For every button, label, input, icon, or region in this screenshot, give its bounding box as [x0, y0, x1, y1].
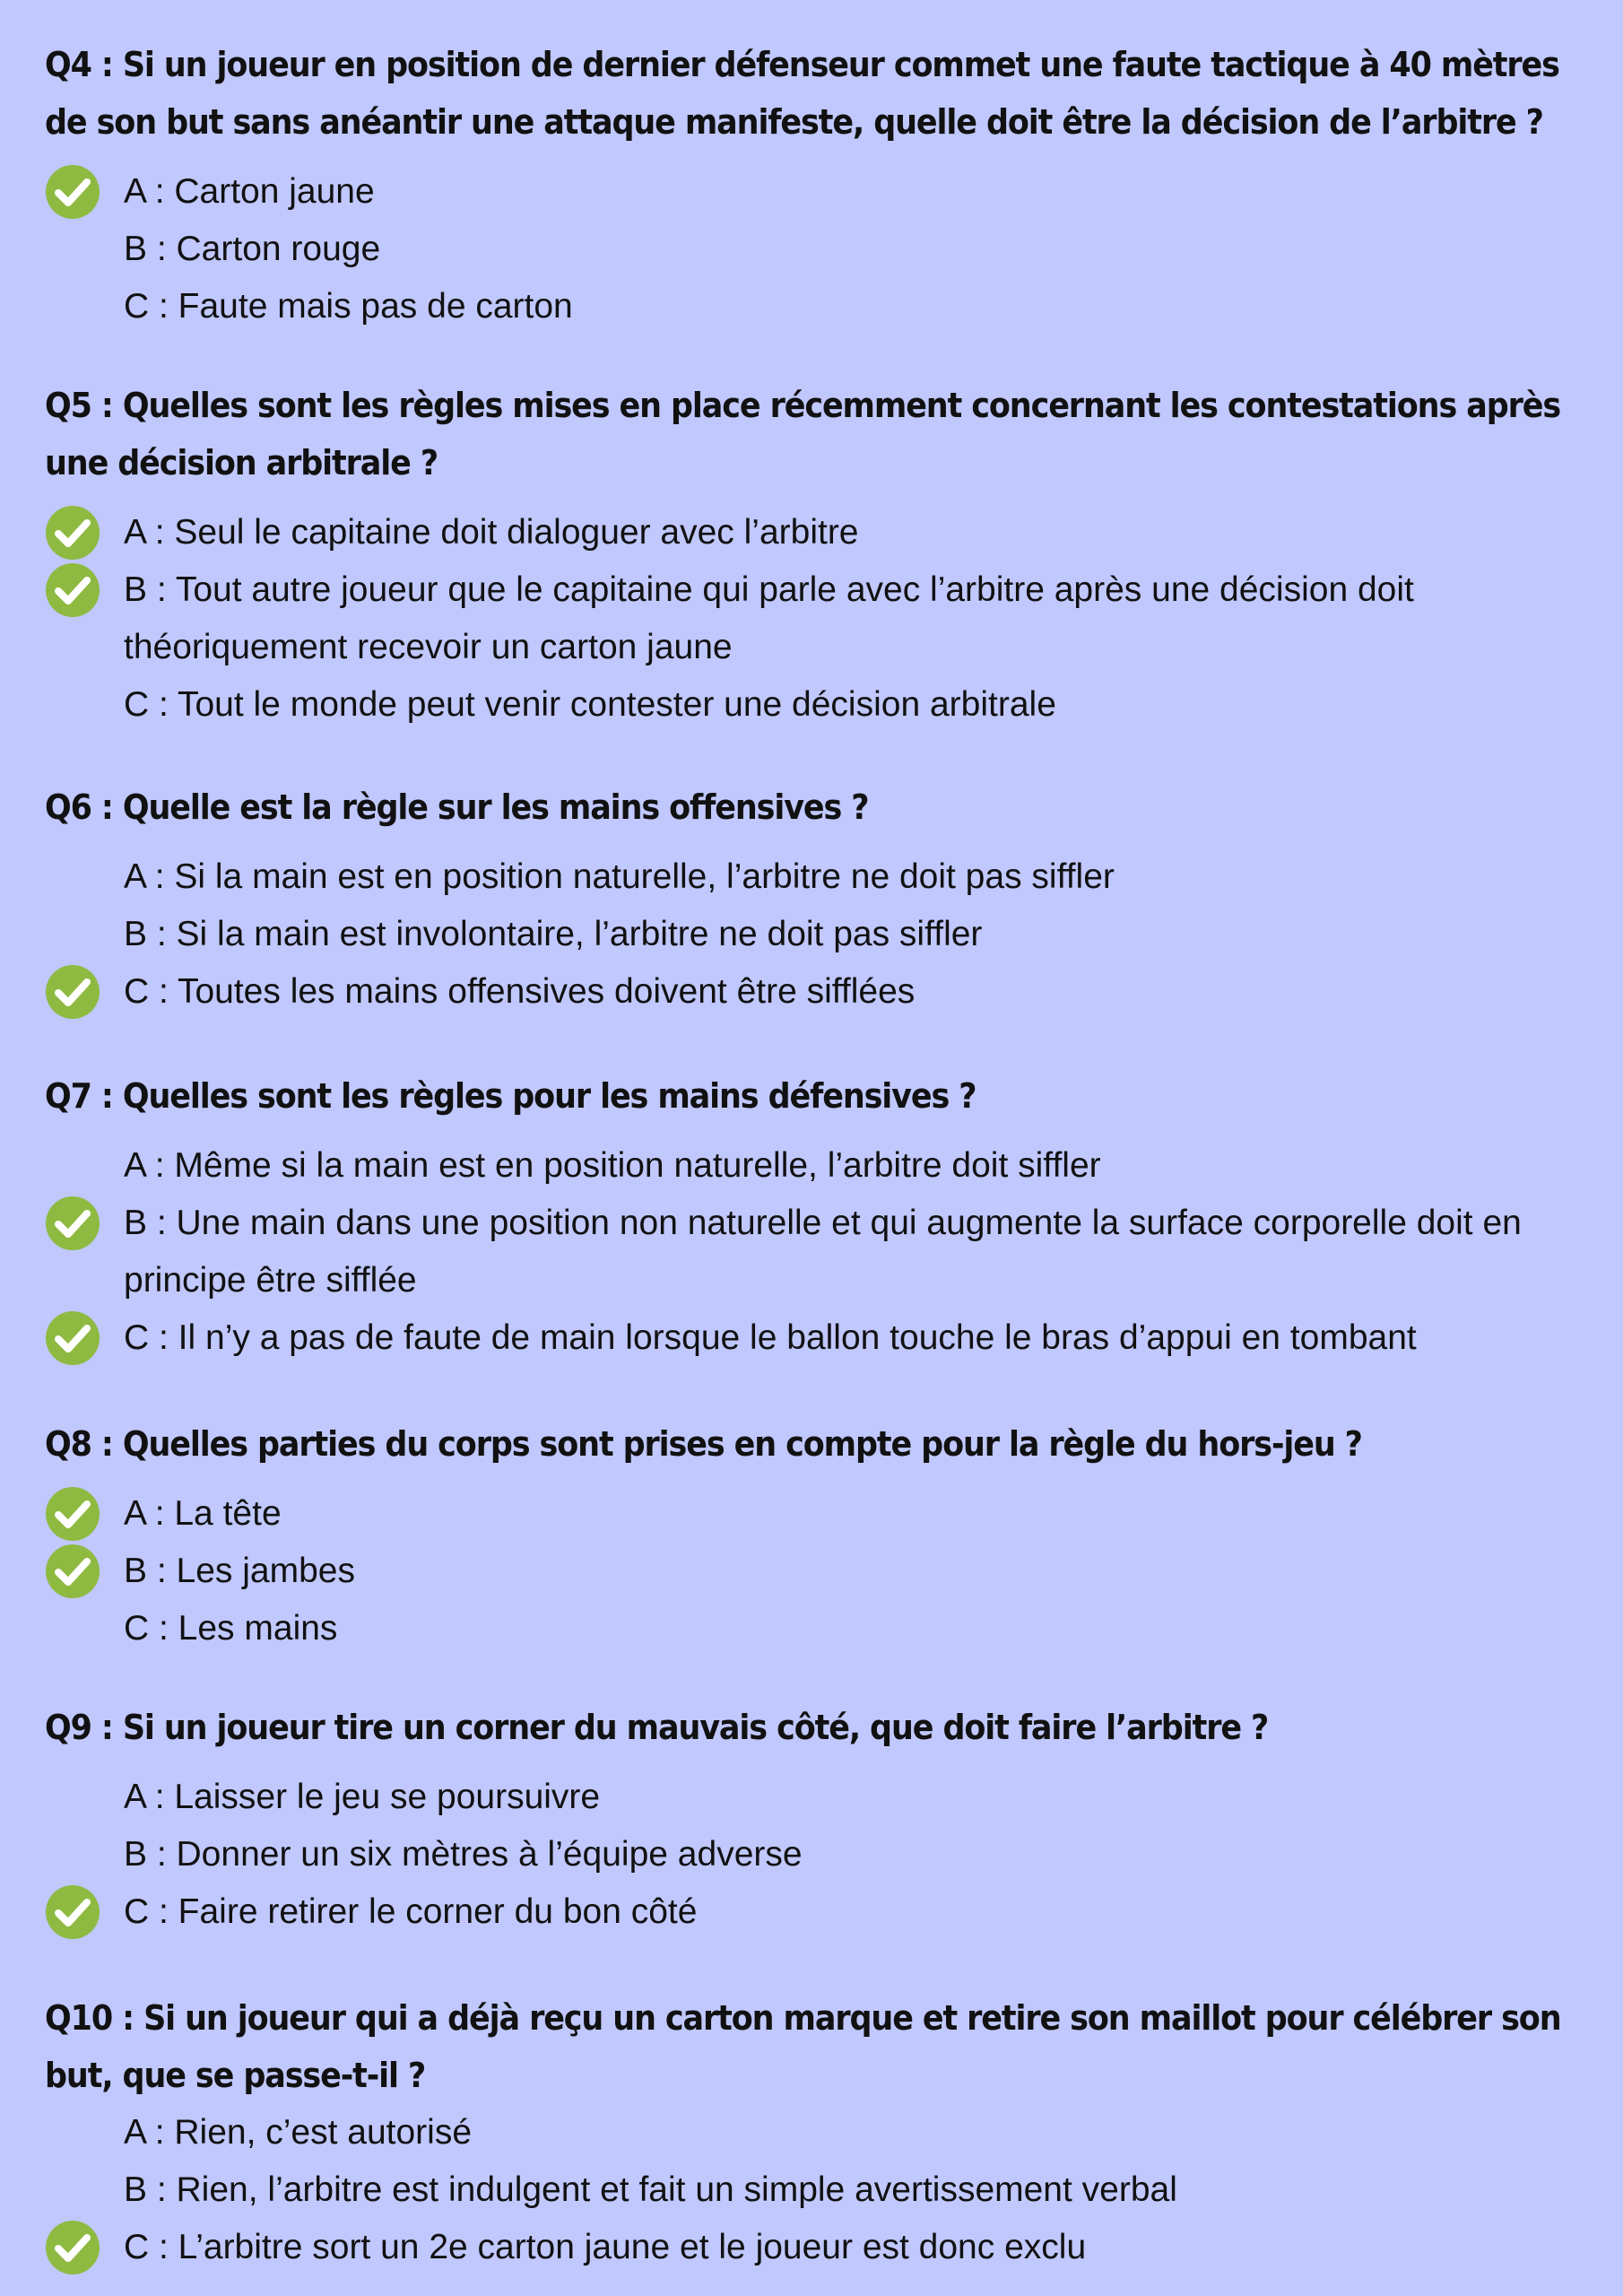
answer-text: A : Laisser le jeu se poursuivre	[124, 1778, 601, 1816]
answer-text: C : Il n’y a pas de faute de main lorsque le ballon touche le bras d’appui en tombant	[124, 1318, 1417, 1357]
answer-text: B : Rien, l’arbitre est indulgent et fait un simple avertissement verbal	[124, 2170, 1177, 2209]
check-circle-icon	[45, 1544, 100, 1599]
check-circle-icon	[45, 562, 100, 618]
answer-text: C : Les mains	[124, 1609, 338, 1648]
answer-text: B : Une main dans une position non naturelle et qui augmente la surface corporelle doit en principe être sifflée	[124, 1204, 1522, 1300]
check-circle-icon	[45, 964, 100, 1020]
question-title: Q7 : Quelles sont les règles pour les mains défensives ?	[45, 1076, 976, 1116]
question-block-q6	[45, 778, 1587, 1021]
answer-text: B : Donner un six mètres à l’équipe adverse	[124, 1835, 803, 1874]
question-title: Q10 : Si un joueur qui a déjà reçu un carton marque et retire son maillot pour célébrer son but, que se passe-t-il ?	[45, 1998, 1561, 2095]
answer-option	[45, 1600, 1587, 1657]
answer-option	[45, 1137, 1587, 1195]
answer-option	[45, 1769, 1587, 1826]
answer-text: A : Rien, c’est autorisé	[124, 2113, 473, 2152]
answer-text: A : Carton jaune	[124, 172, 375, 211]
check-circle-icon	[45, 1196, 100, 1251]
answer-option	[45, 2104, 1587, 2161]
answer-text: C : L’arbitre sort un 2e carton jaune et le joueur est donc exclu	[124, 2228, 1087, 2266]
check-circle-icon	[45, 1884, 100, 1940]
question-block-q5	[45, 377, 1587, 734]
answer-text: C : Faute mais pas de carton	[124, 287, 573, 326]
answer-option	[45, 906, 1587, 963]
answer-text: A : La tête	[124, 1494, 282, 1533]
check-circle-icon	[45, 1310, 100, 1366]
answer-option	[45, 504, 1587, 561]
answer-text: B : Carton rouge	[124, 230, 381, 268]
answer-option	[45, 561, 1587, 676]
answer-option	[45, 1826, 1587, 1883]
answer-option	[45, 2219, 1587, 2276]
answer-option	[45, 1485, 1587, 1543]
answer-option	[45, 1309, 1587, 1367]
question-title: Q5 : Quelles sont les règles mises en place récemment concernant les contestations après une décision arbitrale ?	[45, 386, 1561, 483]
check-circle-icon	[45, 164, 100, 220]
answer-option	[45, 1883, 1587, 1941]
answer-option	[45, 963, 1587, 1021]
answer-option	[45, 1195, 1587, 1309]
check-circle-icon	[45, 1486, 100, 1542]
answer-text: B : Les jambes	[124, 1552, 355, 1590]
answer-text: A : Seul le capitaine doit dialoguer avec l’arbitre	[124, 513, 859, 552]
check-circle-icon	[45, 505, 100, 561]
answer-text: C : Faire retirer le corner du bon côté	[124, 1892, 698, 1931]
question-block-q4	[45, 36, 1587, 335]
question-block-q9	[45, 1699, 1587, 1941]
question-title: Q6 : Quelle est la règle sur les mains offensives ?	[45, 787, 869, 827]
answer-option	[45, 221, 1587, 278]
question-block-q8	[45, 1415, 1587, 1657]
question-title: Q8 : Quelles parties du corps sont prises en compte pour la règle du hors-jeu ?	[45, 1424, 1362, 1464]
answer-option	[45, 163, 1587, 221]
answer-text: C : Toutes les mains offensives doivent être sifflées	[124, 972, 916, 1011]
answer-option	[45, 278, 1587, 335]
answer-text: A : Même si la main est en position naturelle, l’arbitre doit siffler	[124, 1146, 1101, 1185]
question-title: Q9 : Si un joueur tire un corner du mauvais côté, que doit faire l’arbitre ?	[45, 1708, 1269, 1747]
question-block-q10	[45, 1989, 1587, 2276]
question-title: Q4 : Si un joueur en position de dernier défenseur commet une faute tactique à 40 mètres de son but sans anéantir une attaque manifeste, quelle doit être la décision de l’arbitre ?	[45, 45, 1559, 142]
answer-option	[45, 676, 1587, 734]
check-circle-icon	[45, 2220, 100, 2275]
answer-text: B : Tout autre joueur que le capitaine qui parle avec l’arbitre après une décision doit théoriquement recevoir un carton jaune	[124, 570, 1414, 666]
answer-text: A : Si la main est en position naturelle, l’arbitre ne doit pas siffler	[124, 857, 1115, 896]
answer-text: B : Si la main est involontaire, l’arbitre ne doit pas siffler	[124, 915, 983, 953]
answer-option	[45, 848, 1587, 906]
answer-text: C : Tout le monde peut venir contester une décision arbitrale	[124, 685, 1056, 724]
answer-option	[45, 2161, 1587, 2219]
question-block-q7	[45, 1067, 1587, 1367]
answer-option	[45, 1543, 1587, 1600]
